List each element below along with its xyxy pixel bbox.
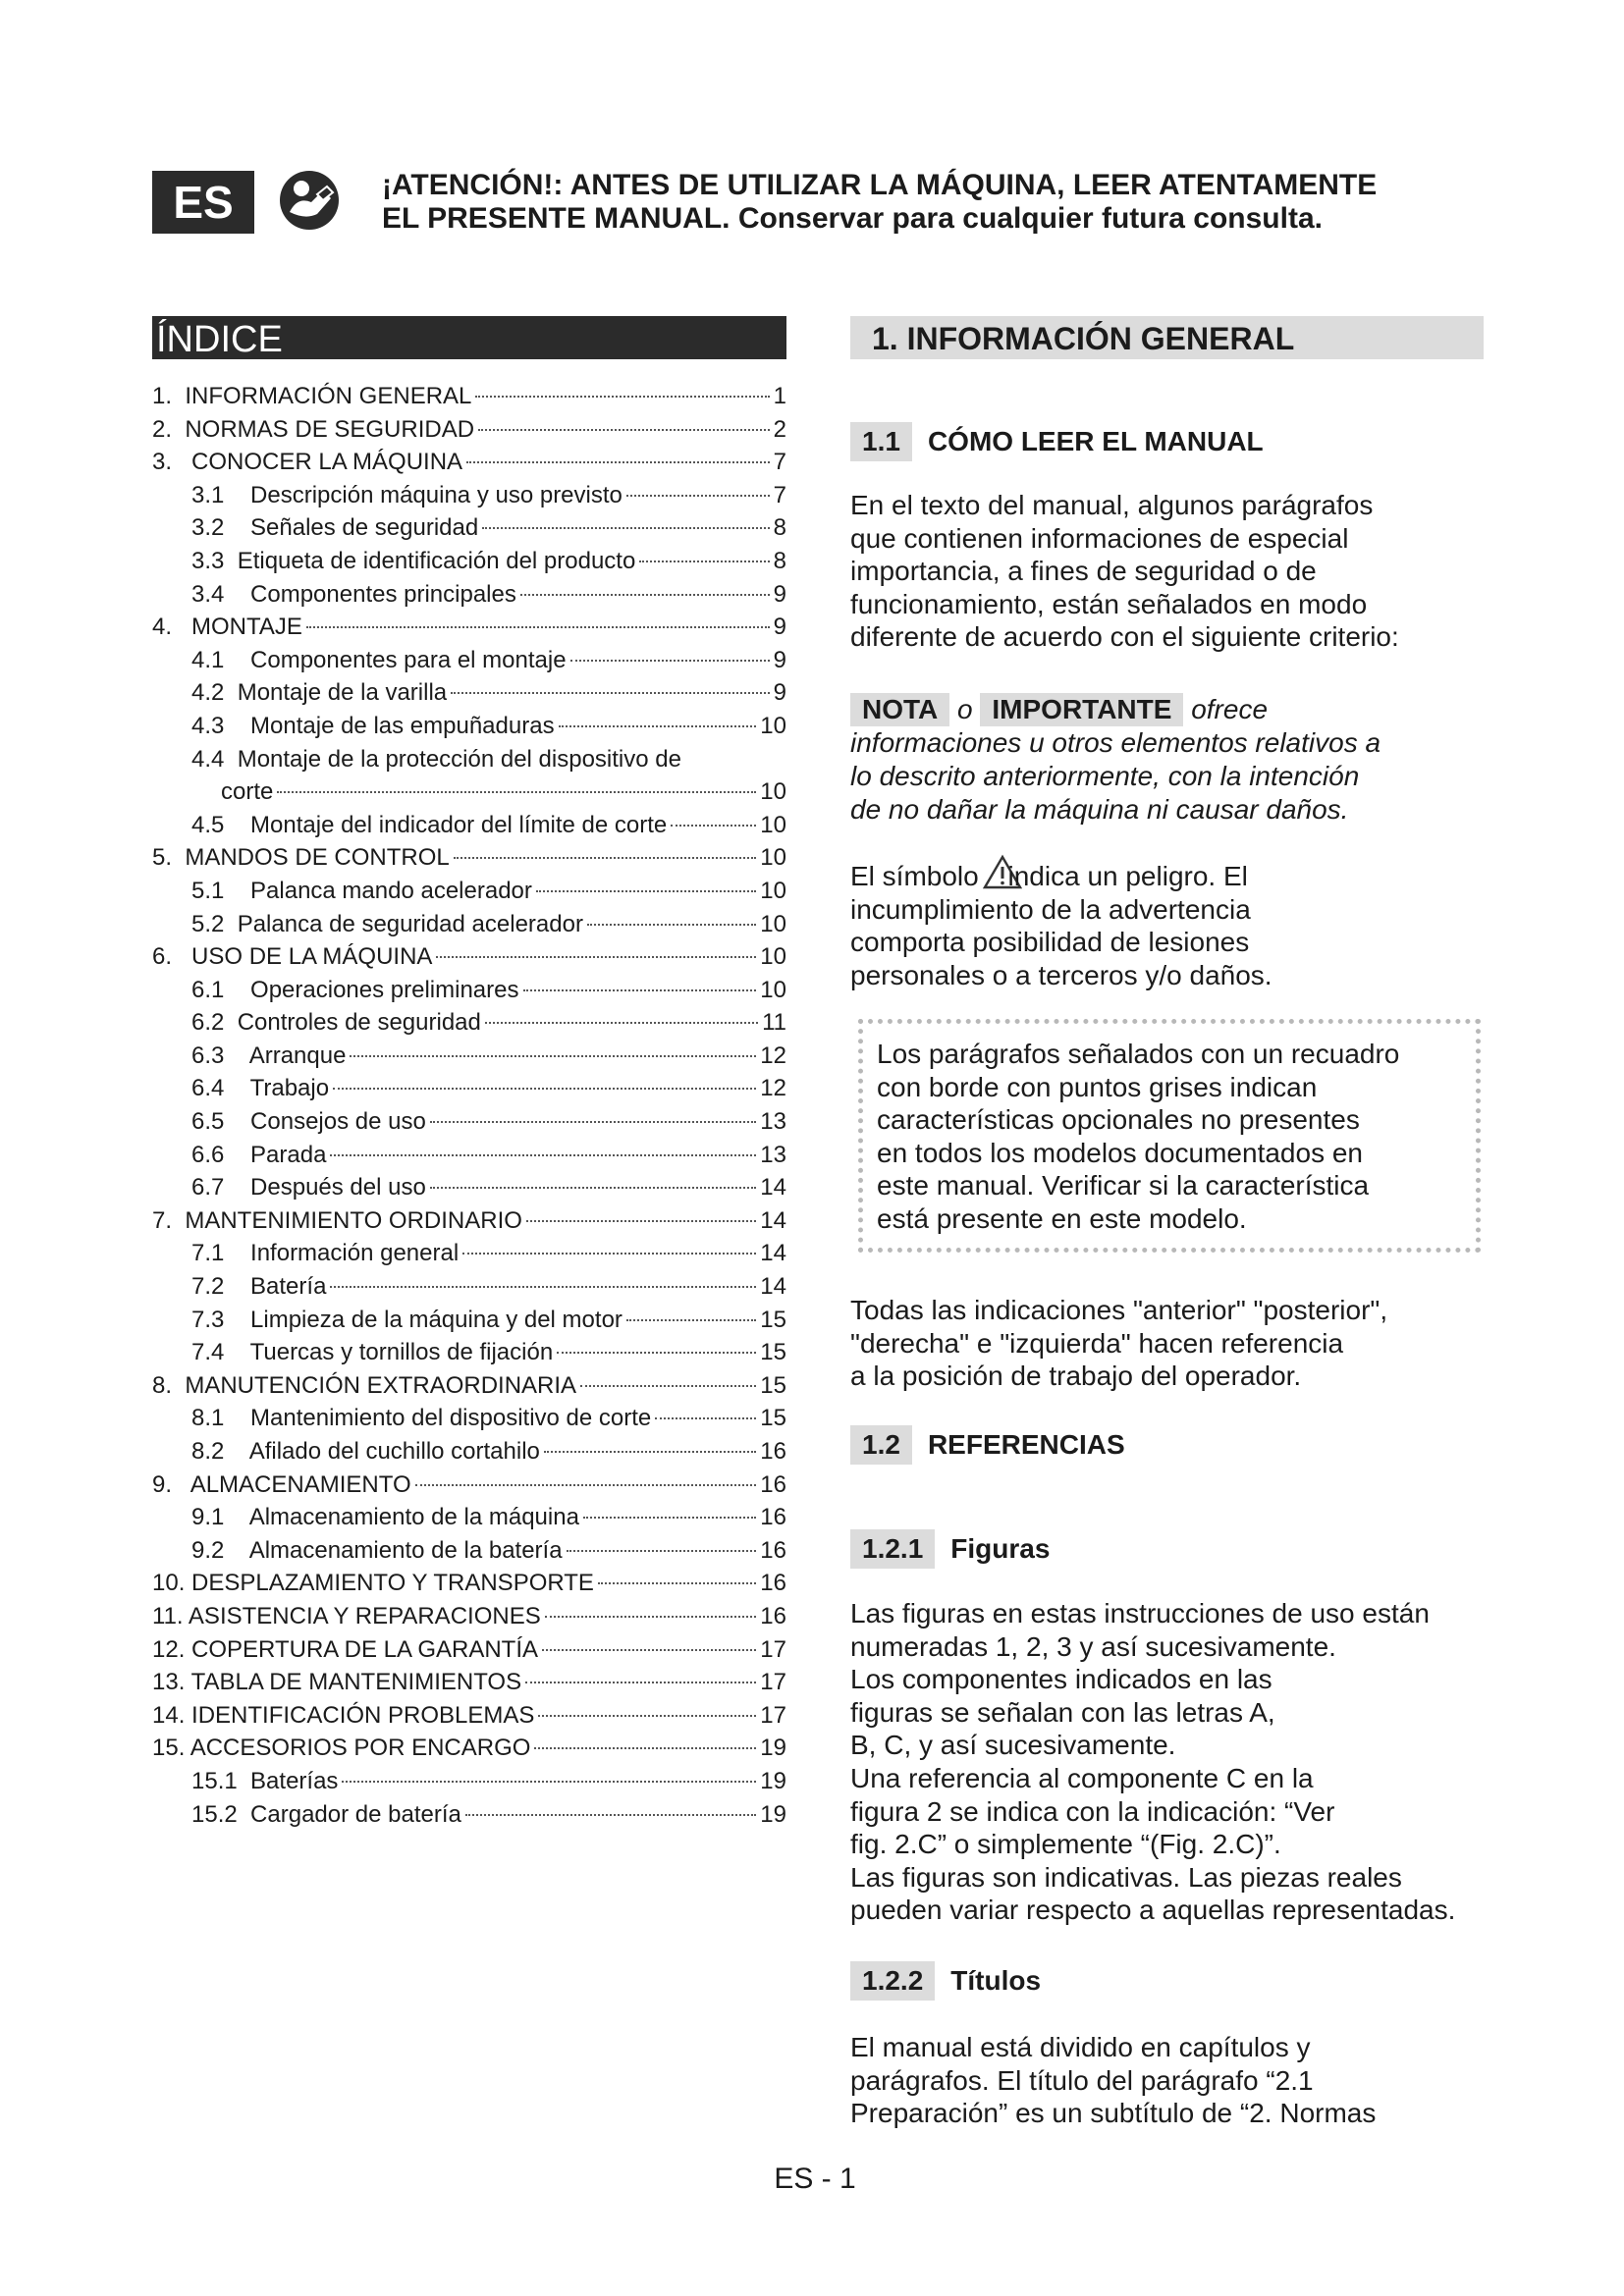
toc-leader	[330, 1286, 756, 1288]
subsection-title: Figuras	[950, 1533, 1051, 1564]
toc-entry	[152, 1072, 786, 1105]
toc-label: 8.1 Mantenimiento del dispositivo de corte	[191, 1405, 652, 1432]
table-of-contents	[152, 380, 786, 1831]
toc-page: 9	[773, 614, 786, 641]
positions-line: a la posición de trabajo del operador.	[850, 1361, 1302, 1392]
toc-entry	[152, 809, 786, 842]
toc-page: 10	[760, 778, 786, 806]
toc-label: 6.4 Trabajo	[191, 1075, 330, 1102]
figuras-line: Las figuras son indicativas. Las piezas reales	[850, 1861, 1402, 1893]
figuras-line: Las figuras en estas instrucciones de uso están	[850, 1598, 1430, 1629]
toc-label: 7.2 Batería	[191, 1273, 327, 1301]
toc-page: 16	[760, 1470, 786, 1498]
toc-label: 4.5 Montaje del indicador del límite de corte	[191, 811, 668, 838]
toc-page: 8	[773, 514, 786, 542]
toc-label: 3.2 Señales de seguridad	[191, 514, 479, 542]
toc-label: 11. ASISTENCIA Y REPARACIONES	[152, 1602, 541, 1629]
intro-line: importancia, a fines de seguridad o de	[850, 556, 1317, 587]
toc-entry	[152, 1765, 786, 1798]
toc-entry	[152, 1336, 786, 1369]
toc-label: 8.2 Afilado del cuchillo cortahilo	[191, 1438, 540, 1465]
toc-page: 12	[760, 1075, 786, 1102]
toc-entry	[152, 1699, 786, 1733]
toc-page: 8	[773, 547, 786, 574]
toc-entry	[152, 1204, 786, 1238]
importante-tag: IMPORTANTE	[980, 693, 1183, 726]
toc-label: 3.4 Componentes principales	[191, 580, 516, 608]
subsection-title: CÓMO LEER EL MANUAL	[927, 426, 1264, 456]
toc-page: 14	[760, 1174, 786, 1201]
toc-leader	[655, 1417, 756, 1419]
toc-entry	[152, 479, 786, 512]
toc-entry	[152, 1304, 786, 1337]
toc-page: 19	[760, 1767, 786, 1794]
toc-page: 16	[760, 1438, 786, 1465]
intro-paragraph	[850, 489, 1479, 654]
toc-leader	[436, 956, 756, 958]
toc-page: 15	[760, 1339, 786, 1366]
toc-entry	[152, 644, 786, 677]
toc-entry	[152, 1369, 786, 1403]
toc-page: 16	[760, 1504, 786, 1531]
symbol-line	[850, 854, 1479, 893]
toc-leader	[520, 594, 770, 596]
toc-page: 15	[760, 1371, 786, 1399]
toc-entry	[152, 940, 786, 974]
toc-label: 6.1 Operaciones preliminares	[191, 976, 519, 1003]
toc-page: 10	[760, 910, 786, 937]
toc-leader	[415, 1484, 757, 1486]
toc-leader	[526, 1220, 756, 1222]
toc-label: 9.1 Almacenamiento de la máquina	[191, 1504, 579, 1531]
toc-leader	[557, 1352, 756, 1354]
toc-entry	[152, 1139, 786, 1172]
titulos-line: El manual está dividido en capítulos y	[850, 2032, 1311, 2062]
toc-leader	[462, 1253, 756, 1255]
titulos-line: Preparación” es un subtítulo de “2. Normas	[850, 2098, 1377, 2129]
note-line: lo descrito anteriormente, con la intención	[850, 761, 1360, 791]
toc-leader	[587, 924, 756, 926]
toc-leader	[451, 692, 769, 694]
subsection-1-1-heading	[850, 422, 1264, 461]
toc-page: 7	[773, 449, 786, 476]
box-line: está presente en este modelo.	[877, 1202, 1247, 1234]
toc-entry	[152, 1798, 786, 1832]
optional-features-box	[858, 1019, 1481, 1253]
box-line: este manual. Verificar si la característica	[877, 1170, 1370, 1201]
toc-label: 4.4 Montaje de la protección del dispositivo de	[191, 745, 681, 773]
toc-page: 1	[773, 383, 786, 409]
nota-tag: NOTA	[850, 693, 949, 726]
toc-label: 13. TABLA DE MANTENIMIENTOS	[152, 1669, 522, 1696]
toc-leader	[559, 725, 757, 727]
toc-leader	[465, 1814, 756, 1816]
toc-entry	[152, 413, 786, 447]
toc-entry	[152, 545, 786, 578]
toc-leader	[342, 1781, 756, 1783]
toc-entry	[152, 676, 786, 710]
toc-entry	[152, 1435, 786, 1468]
intro-line: diferente de acuerdo con el siguiente criterio:	[850, 621, 1399, 653]
toc-leader	[350, 1055, 756, 1057]
toc-page: 15	[760, 1306, 786, 1333]
intro-line: En el texto del manual, algunos parágrafos	[850, 490, 1374, 520]
ofrece-word: ofrece	[1191, 694, 1269, 724]
toc-page: 16	[760, 1536, 786, 1564]
index-title: ÍNDICE	[152, 316, 786, 359]
figuras-line: Los componentes indicados en las	[850, 1664, 1272, 1695]
toc-entry	[152, 578, 786, 612]
toc-leader	[482, 527, 769, 529]
subsection-title: Títulos	[950, 1965, 1042, 1996]
toc-leader	[277, 791, 756, 793]
positions-line: "derecha" e "izquierda" hacen referencia	[850, 1327, 1344, 1359]
note-line: informaciones u otros elementos relativos a	[850, 727, 1381, 758]
toc-leader	[570, 660, 770, 662]
toc-label: 4. MONTAJE	[152, 614, 302, 641]
toc-page: 9	[773, 580, 786, 608]
toc-entry	[152, 1501, 786, 1534]
toc-label: 6.3 Arranque	[191, 1041, 347, 1069]
toc-page: 15	[760, 1405, 786, 1432]
toc-leader	[626, 495, 770, 497]
toc-entry	[152, 974, 786, 1007]
toc-label: 3.1 Descripción máquina y uso previsto	[191, 481, 623, 508]
toc-label: 5.1 Palanca mando acelerador	[191, 877, 532, 904]
toc-label: 7.3 Limpieza de la máquina y del motor	[191, 1306, 623, 1333]
toc-leader	[466, 461, 770, 463]
toc-page: 10	[760, 811, 786, 838]
toc-label: 9.2 Almacenamiento de la batería	[191, 1536, 563, 1564]
toc-page: 9	[773, 646, 786, 673]
toc-entry	[152, 511, 786, 545]
toc-label: 14. IDENTIFICACIÓN PROBLEMAS	[152, 1701, 535, 1729]
toc-entry	[152, 1171, 786, 1204]
symbol-line: personales o a terceros y/o daños.	[850, 959, 1272, 990]
toc-label: 7. MANTENIMIENTO ORDINARIO	[152, 1206, 522, 1234]
figuras-line: numeradas 1, 2, 3 y así sucesivamente.	[850, 1630, 1336, 1662]
toc-entry	[152, 775, 786, 809]
toc-label: 9. ALMACENAMIENTO	[152, 1470, 411, 1498]
toc-leader	[580, 1385, 756, 1387]
toc-page: 14	[760, 1273, 786, 1301]
figuras-line: Una referencia al componente C en la	[850, 1762, 1314, 1793]
toc-page: 19	[760, 1800, 786, 1828]
toc-label: 5. MANDOS DE CONTROL	[152, 844, 450, 872]
toc-leader	[306, 626, 770, 628]
toc-entry	[152, 1600, 786, 1633]
toc-page: 2	[773, 415, 786, 443]
toc-page: 16	[760, 1570, 786, 1597]
figuras-line: B, C, y así sucesivamente.	[850, 1730, 1176, 1761]
toc-page: 9	[773, 679, 786, 707]
box-line: con borde con puntos grises indican	[877, 1071, 1318, 1102]
warning-line-1: ¡ATENCIÓN!: ANTES DE UTILIZAR LA MÁQUINA, LEER ATENTAMENTE	[382, 169, 1378, 201]
symbol-line: incumplimiento de la advertencia	[850, 893, 1251, 925]
toc-page: 10	[760, 877, 786, 904]
toc-entry	[152, 710, 786, 743]
toc-leader	[545, 1616, 757, 1618]
subsection-title: REFERENCIAS	[927, 1429, 1125, 1460]
toc-entry	[152, 1006, 786, 1040]
subsection-number: 1.1	[850, 422, 912, 461]
toc-entry	[152, 841, 786, 875]
toc-leader	[598, 1582, 756, 1584]
toc-leader	[639, 561, 769, 562]
subsection-1-2-1-heading	[850, 1529, 1050, 1569]
toc-page: 11	[762, 1009, 786, 1037]
figuras-line: figura 2 se indica con la indicación: “Ver	[850, 1795, 1335, 1827]
toc-label: 15.1 Baterías	[191, 1767, 339, 1794]
toc-page: 12	[760, 1041, 786, 1069]
toc-leader	[478, 429, 770, 431]
toc-leader	[626, 1319, 756, 1321]
toc-leader	[583, 1517, 756, 1519]
toc-leader	[333, 1088, 756, 1090]
toc-label: 6.7 Después del uso	[191, 1174, 426, 1201]
toc-entry	[152, 1534, 786, 1568]
toc-label: 5.2 Palanca de seguridad acelerador	[191, 910, 583, 937]
toc-entry	[152, 875, 786, 908]
toc-page: 7	[773, 481, 786, 508]
toc-entry	[152, 611, 786, 644]
toc-entry	[152, 1567, 786, 1600]
figuras-paragraph	[850, 1597, 1498, 1927]
toc-label: 12. COPERTURA DE LA GARANTÍA	[152, 1635, 539, 1663]
toc-page: 13	[760, 1108, 786, 1136]
figuras-line: figuras se señalan con las letras A,	[850, 1696, 1275, 1728]
toc-page: 17	[760, 1669, 786, 1696]
titulos-paragraph	[850, 2031, 1479, 2130]
toc-label: 4.2 Montaje de la varilla	[191, 679, 448, 707]
toc-entry	[152, 1040, 786, 1073]
toc-leader	[538, 1715, 756, 1717]
language-badge: ES	[152, 171, 254, 234]
positions-line: Todas las indicaciones "anterior" "posterior",	[850, 1295, 1388, 1325]
box-line: en todos los modelos documentados en	[877, 1137, 1363, 1168]
toc-page: 17	[760, 1701, 786, 1729]
toc-leader	[430, 1187, 756, 1189]
toc-label: 6. USO DE LA MÁQUINA	[152, 943, 433, 971]
toc-page: 10	[760, 844, 786, 872]
symbol-text-after: indica un peligro. El	[1007, 861, 1248, 891]
toc-entry	[152, 1105, 786, 1139]
toc-leader	[430, 1121, 756, 1123]
subsection-1-2-heading	[850, 1425, 1125, 1465]
toc-label: 15.2 Cargador de batería	[191, 1800, 461, 1828]
toc-leader	[454, 857, 757, 859]
note-line: de no dañar la máquina ni causar daños.	[850, 794, 1349, 825]
toc-page: 10	[760, 712, 786, 739]
intro-line: que contienen informaciones de especial	[850, 522, 1349, 554]
toc-page: 13	[760, 1141, 786, 1168]
subsection-number: 1.2.1	[850, 1529, 935, 1569]
box-line: Los parágrafos señalados con un recuadro	[877, 1039, 1400, 1069]
figuras-line: fig. 2.C” o simplemente “(Fig. 2.C)”.	[850, 1829, 1281, 1860]
toc-leader	[523, 989, 757, 991]
toc-label: 3. CONOCER LA MÁQUINA	[152, 449, 463, 476]
toc-page: 14	[760, 1206, 786, 1234]
toc-label: 8. MANUTENCIÓN EXTRAORDINARIA	[152, 1371, 577, 1399]
toc-entry	[152, 1270, 786, 1304]
subsection-1-2-2-heading	[850, 1961, 1041, 2001]
toc-page: 10	[760, 976, 786, 1003]
toc-entry	[152, 1402, 786, 1435]
toc-entry	[152, 380, 786, 413]
toc-label: 10. DESPLAZAMIENTO Y TRANSPORTE	[152, 1570, 594, 1597]
toc-leader	[536, 890, 756, 892]
toc-leader	[534, 1747, 756, 1749]
toc-page: 19	[760, 1735, 786, 1762]
page-number: ES - 1	[774, 2163, 856, 2195]
toc-page: 10	[760, 943, 786, 971]
note-paragraph	[850, 693, 1479, 827]
toc-entry	[152, 1237, 786, 1270]
toc-label: 1. INFORMACIÓN GENERAL	[152, 383, 472, 409]
toc-leader	[525, 1682, 756, 1683]
symbol-text-before: El símbolo	[850, 861, 987, 891]
toc-leader	[671, 825, 756, 827]
o-word: o	[957, 694, 973, 724]
toc-entry	[152, 1633, 786, 1667]
subsection-number: 1.2	[850, 1425, 912, 1465]
toc-leader	[544, 1451, 756, 1453]
toc-label: 15. ACCESORIOS POR ENCARGO	[152, 1735, 531, 1762]
toc-entry	[152, 446, 786, 479]
toc-page: 14	[760, 1240, 786, 1267]
toc-label: 4.1 Componentes para el montaje	[191, 646, 567, 673]
toc-entry	[152, 908, 786, 941]
symbol-line: comporta posibilidad de lesiones	[850, 927, 1250, 958]
toc-leader	[330, 1154, 756, 1156]
toc-page: 16	[760, 1602, 786, 1629]
toc-leader	[567, 1550, 757, 1552]
toc-leader	[475, 396, 769, 398]
toc-label: 6.2 Controles de seguridad	[191, 1009, 481, 1037]
toc-label: 7.4 Tuercas y tornillos de fijación	[191, 1339, 554, 1366]
figuras-line: pueden variar respecto a aquellas representadas.	[850, 1895, 1456, 1926]
toc-leader	[485, 1022, 758, 1024]
toc-label: 7.1 Información general	[191, 1240, 460, 1267]
box-line: características opcionales no presentes	[877, 1104, 1360, 1136]
manual-reader-icon	[278, 169, 341, 232]
warning-title	[382, 169, 1462, 236]
toc-entry	[152, 1732, 786, 1765]
warning-line-2: EL PRESENTE MANUAL. Conservar para cualquier futura consulta.	[382, 202, 1323, 235]
toc-leader	[542, 1649, 756, 1651]
symbol-paragraph	[850, 854, 1479, 991]
toc-label: 4.3 Montaje de las empuñaduras	[191, 712, 555, 739]
toc-entry	[152, 743, 786, 776]
titulos-line: parágrafos. El título del parágrafo “2.1	[850, 2064, 1314, 2096]
toc-label: 6.6 Parada	[191, 1141, 327, 1168]
toc-entry	[152, 1666, 786, 1699]
toc-label: 3.3 Etiqueta de identificación del producto	[191, 547, 636, 574]
positions-paragraph	[850, 1294, 1479, 1393]
toc-entry	[152, 1468, 786, 1502]
section-title: 1. INFORMACIÓN GENERAL	[850, 316, 1484, 359]
toc-page: 17	[760, 1635, 786, 1663]
toc-label: 2. NORMAS DE SEGURIDAD	[152, 415, 475, 443]
intro-line: funcionamiento, están señalados en modo	[850, 588, 1368, 619]
subsection-number: 1.2.2	[850, 1961, 935, 2001]
toc-label: 6.5 Consejos de uso	[191, 1108, 426, 1136]
toc-label: corte	[221, 778, 274, 806]
